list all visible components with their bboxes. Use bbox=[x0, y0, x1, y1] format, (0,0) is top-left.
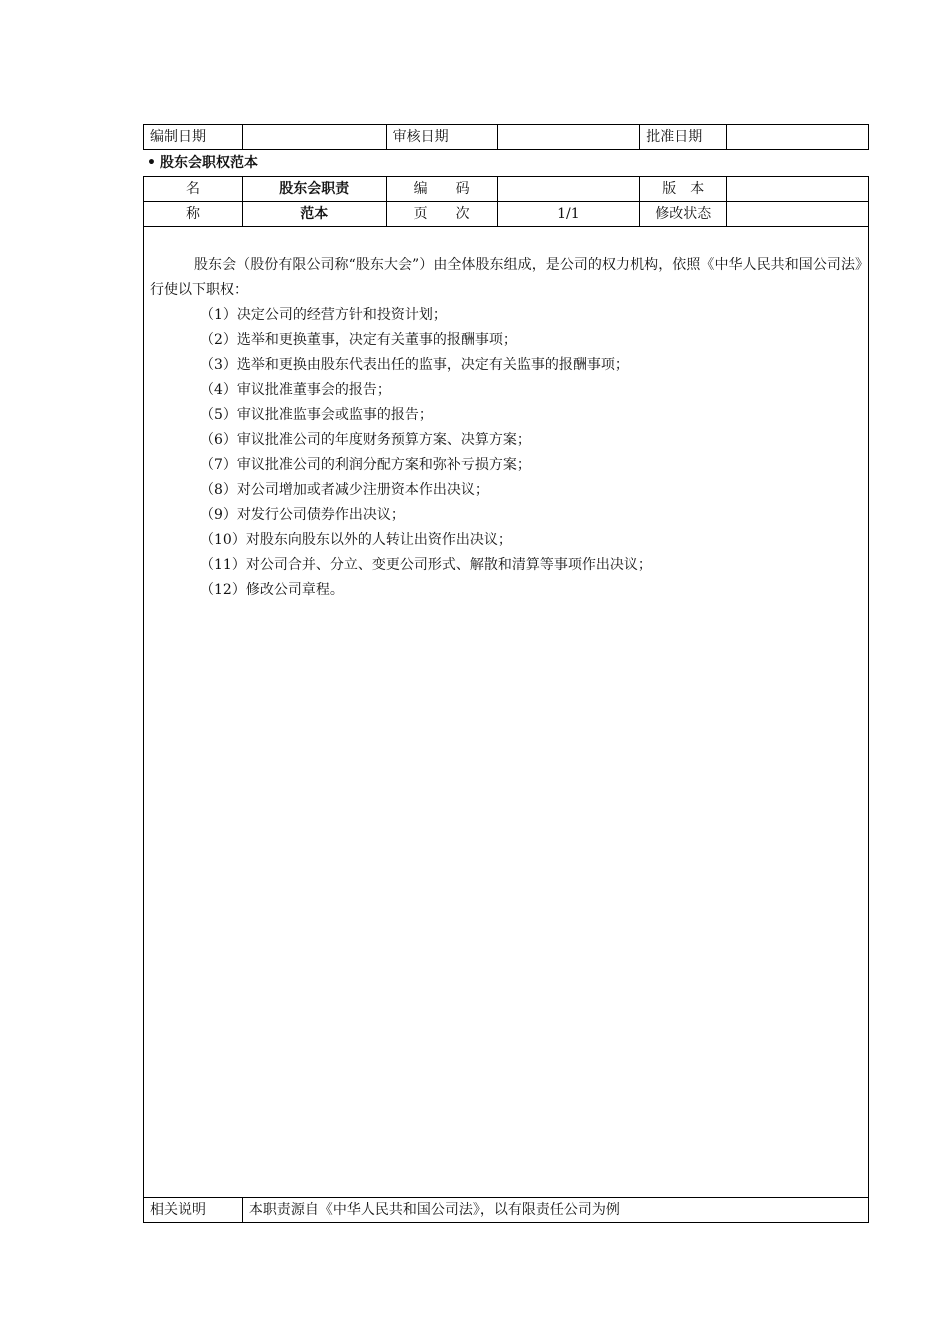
compile-date-value[interactable] bbox=[242, 125, 386, 150]
page-label: 页 次 bbox=[386, 202, 497, 227]
status-label: 修改状态 bbox=[640, 202, 727, 227]
approve-date-value[interactable] bbox=[727, 125, 869, 150]
list-item: （4）审议批准董事会的报告； bbox=[200, 382, 391, 398]
bullet-icon: • bbox=[147, 155, 156, 171]
version-label: 版 本 bbox=[640, 177, 727, 202]
review-date-value[interactable] bbox=[497, 125, 640, 150]
review-date-label: 审核日期 bbox=[386, 125, 497, 150]
list-item: （12）修改公司章程。 bbox=[200, 582, 344, 598]
code-label: 编 码 bbox=[386, 177, 497, 202]
list-item: （5）审议批准监事会或监事的报告； bbox=[200, 407, 433, 423]
list-item: （2）选举和更换董事，决定有关董事的报酬事项； bbox=[200, 332, 517, 348]
compile-date-label: 编制日期 bbox=[144, 125, 243, 150]
content-cell bbox=[144, 227, 869, 1198]
list-item: （3）选举和更换由股东代表出任的监事，决定有关监事的报酬事项； bbox=[200, 357, 629, 373]
status-value[interactable] bbox=[727, 202, 869, 227]
list-item: （9）对发行公司债券作出决议； bbox=[200, 507, 405, 523]
version-value[interactable] bbox=[727, 177, 869, 202]
doc-title-line-1: 股东会职责 bbox=[242, 177, 386, 202]
list-item: （6）审议批准公司的年度财务预算方案、决算方案； bbox=[200, 432, 531, 448]
section-title-row bbox=[147, 153, 258, 173]
code-value[interactable] bbox=[497, 177, 640, 202]
list-item: （1）决定公司的经营方针和投资计划； bbox=[200, 307, 447, 323]
footer-text: 本职责源自《中华人民共和国公司法》，以有限责任公司为例 bbox=[242, 1198, 868, 1223]
doc-title-line-2: 范本 bbox=[242, 202, 386, 227]
page-value: 1/1 bbox=[497, 202, 640, 227]
intro-paragraph: 股东会（股份有限公司称“股东大会”）由全体股东组成，是公司的权力机构，依照《中华人民共和国公司法》行使以下职权： bbox=[150, 257, 862, 298]
name-label-top: 名 bbox=[144, 177, 243, 202]
list-item: （11）对公司合并、分立、变更公司形式、解散和清算等事项作出决议； bbox=[200, 557, 652, 573]
name-label-bottom: 称 bbox=[144, 202, 243, 227]
approve-date-label: 批准日期 bbox=[640, 125, 727, 150]
footer-label: 相关说明 bbox=[144, 1198, 243, 1223]
section-title: 股东会职权范本 bbox=[159, 155, 258, 171]
list-item: （8）对公司增加或者减少注册资本作出决议； bbox=[200, 482, 489, 498]
list-item: （10）对股东向股东以外的人转让出资作出决议； bbox=[200, 532, 512, 548]
list-item: （7）审议批准公司的利润分配方案和弥补亏损方案； bbox=[200, 457, 531, 473]
duty-table bbox=[143, 176, 869, 1223]
date-table bbox=[143, 124, 869, 150]
